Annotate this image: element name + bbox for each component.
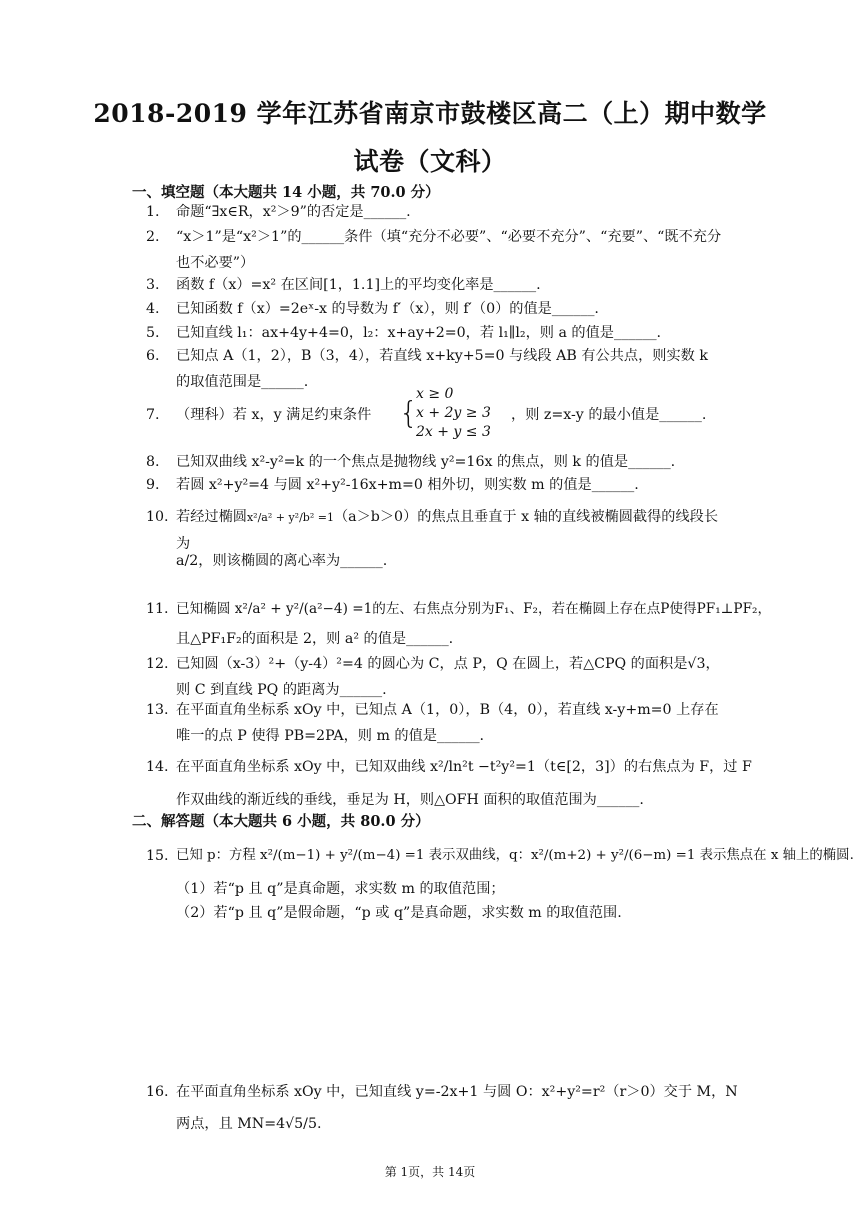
question-text-a: 已知圆（x-3）²+（y-4）²=4 的圆心为 C，点 P，Q 在圆上，若△CPQ 的面积是√3， [176, 656, 720, 672]
question-text: 已知 p：方程 x²/(m−1) + y²/(m−4) =1 表示双曲线，q：x²/(m+2) + y²/(6−m) =1 表示焦点在 x 轴上的椭圆. [176, 848, 854, 863]
question-text: 在平面直角坐标系 xOy 中，已知点 A（1，0），B（4，0），若直线 x-y+m=0 上存在唯一的点 P 使得 PB=2PA，则 m 的值是______. [176, 702, 719, 744]
question-number: 11. [146, 601, 169, 617]
question-4 [146, 296, 726, 322]
question-number: 5. [146, 325, 160, 341]
constraint-1: x ≥ 0 [416, 386, 454, 402]
question-1 [146, 199, 726, 225]
doc-title-line2: 试卷（文科） [353, 147, 507, 176]
page-footer: 第 1页，共 14页 [384, 1165, 476, 1179]
question-text-a: （理科）若 x，y 满足约束条件 [176, 407, 372, 423]
question-text: 已知点 A（1，2），B（3，4），若直线 x+ky+5=0 与线段 AB 有公共点，则实数 k 的取值范围是______. [176, 348, 708, 390]
doc-title-line1: 2018-2019 学年江苏省南京市鼓楼区高二（上）期中数学 [93, 99, 767, 128]
question-11 [146, 596, 772, 647]
question-number: 14. [146, 759, 169, 775]
question-text-b: 且△PF₁F₂的面积是 2，则 a² 的值是______. [176, 631, 454, 647]
question-text-a: 在平面直角坐标系 xOy 中，已知直线 y=-2x+1 与圆 O：x²+y²=r²（r＞0）交于 M，N [176, 1084, 738, 1100]
question-number: 3. [146, 277, 160, 293]
question-15-part-2: （2）若“p 且 q”是假命题，“p 或 q”是真命题，求实数 m 的取值范围. [176, 905, 622, 921]
question-3 [146, 272, 726, 298]
question-text-b: ，则 z=x-y 的最小值是______. [511, 407, 707, 423]
question-text: 若圆 x²+y²=4 与圆 x²+y²-16x+m=0 相外切，则实数 m 的值是______. [176, 477, 639, 493]
question-16 [146, 1079, 738, 1132]
question-15-part-1: （1）若“p 且 q”是真命题，求实数 m 的取值范围； [176, 881, 505, 897]
question-number: 9. [146, 477, 160, 493]
question-number: 4. [146, 301, 160, 317]
question-number: 6. [146, 348, 160, 364]
question-10 [146, 504, 726, 569]
question-number: 10. [146, 509, 169, 525]
question-text-a: 若经过椭圆 [176, 509, 247, 525]
question-text: 已知直线 l₁：ax+4y+4=0，l₂：x+ay+2=0，若 l₁∥l₂，则 a 的值是______. [176, 325, 662, 341]
question-text: 已知函数 f（x）=2eˣ-x 的导数为 f′（x），则 f′（0）的值是______. [176, 301, 599, 317]
question-text-b: 两点，且 MN=4√5/5. [176, 1116, 322, 1132]
constraint-2: x + 2y ≥ 3 [416, 405, 491, 421]
section-heading-fill: 一、填空题（本大题共 14 小题，共 70.0 分） [132, 184, 440, 201]
question-12 [146, 651, 726, 698]
question-text-b: （a＞b＞0）的焦点且垂直于 x 轴的直线被椭圆截得的线段长为 [176, 509, 719, 552]
question-number: 15. [146, 848, 169, 864]
question-number: 2. [146, 229, 160, 245]
question-number: 8. [146, 454, 160, 470]
constraint-3: 2x + y ≤ 3 [416, 424, 491, 440]
question-number: 7. [146, 407, 160, 423]
question-text: “x＞1”是“x²＞1”的______条件（填“充分不必要”、“必要不充分”、“充要”、“既不充分也不必要”） [176, 229, 722, 271]
question-text-a: 在平面直角坐标系 xOy 中，已知双曲线 x²/ln²t −t²y²=1（t∈[2，3]）的右焦点为 F，过 F [176, 759, 752, 775]
question-number: 12. [146, 656, 169, 672]
question-text-c: a/2，则该椭圆的离心率为______. [176, 553, 388, 569]
question-14 [146, 754, 752, 808]
question-number: 1. [146, 204, 160, 220]
brace-icon: { [399, 396, 419, 431]
section-heading-answer: 二、解答题（本大题共 6 小题，共 80.0 分） [132, 813, 430, 830]
question-text-b: 则 C 到直线 PQ 的距离为______. [176, 682, 387, 698]
question-9 [146, 472, 726, 498]
question-2 [146, 224, 726, 276]
question-text [176, 402, 371, 428]
question-text-b: 作双曲线的渐近线的垂线，垂足为 H，则△OFH 面积的取值范围为______. [176, 792, 644, 808]
question-text: 已知双曲线 x²-y²=k 的一个焦点是抛物线 y²=16x 的焦点，则 k 的值是______. [176, 454, 676, 470]
question-13 [146, 697, 726, 749]
question-text: 函数 f（x）=x² 在区间[1，1.1]上的平均变化率是______. [176, 277, 541, 293]
question-number: 16. [146, 1084, 169, 1100]
question-text: 命题“∃x∈R，x²＞9”的否定是______. [176, 204, 411, 220]
question-text-a: 已知椭圆 x²/a² + y²/(a²−4) =1的左、右焦点分别为F₁、F₂，若在椭圆上存在点P使得PF₁⊥PF₂， [176, 601, 772, 617]
question-number: 13. [146, 702, 169, 718]
question-7 [146, 385, 726, 443]
constraint-system [416, 385, 491, 442]
question-15 [146, 843, 854, 869]
ellipse-formula: x²/a² + y²/b² =1 [246, 511, 334, 524]
